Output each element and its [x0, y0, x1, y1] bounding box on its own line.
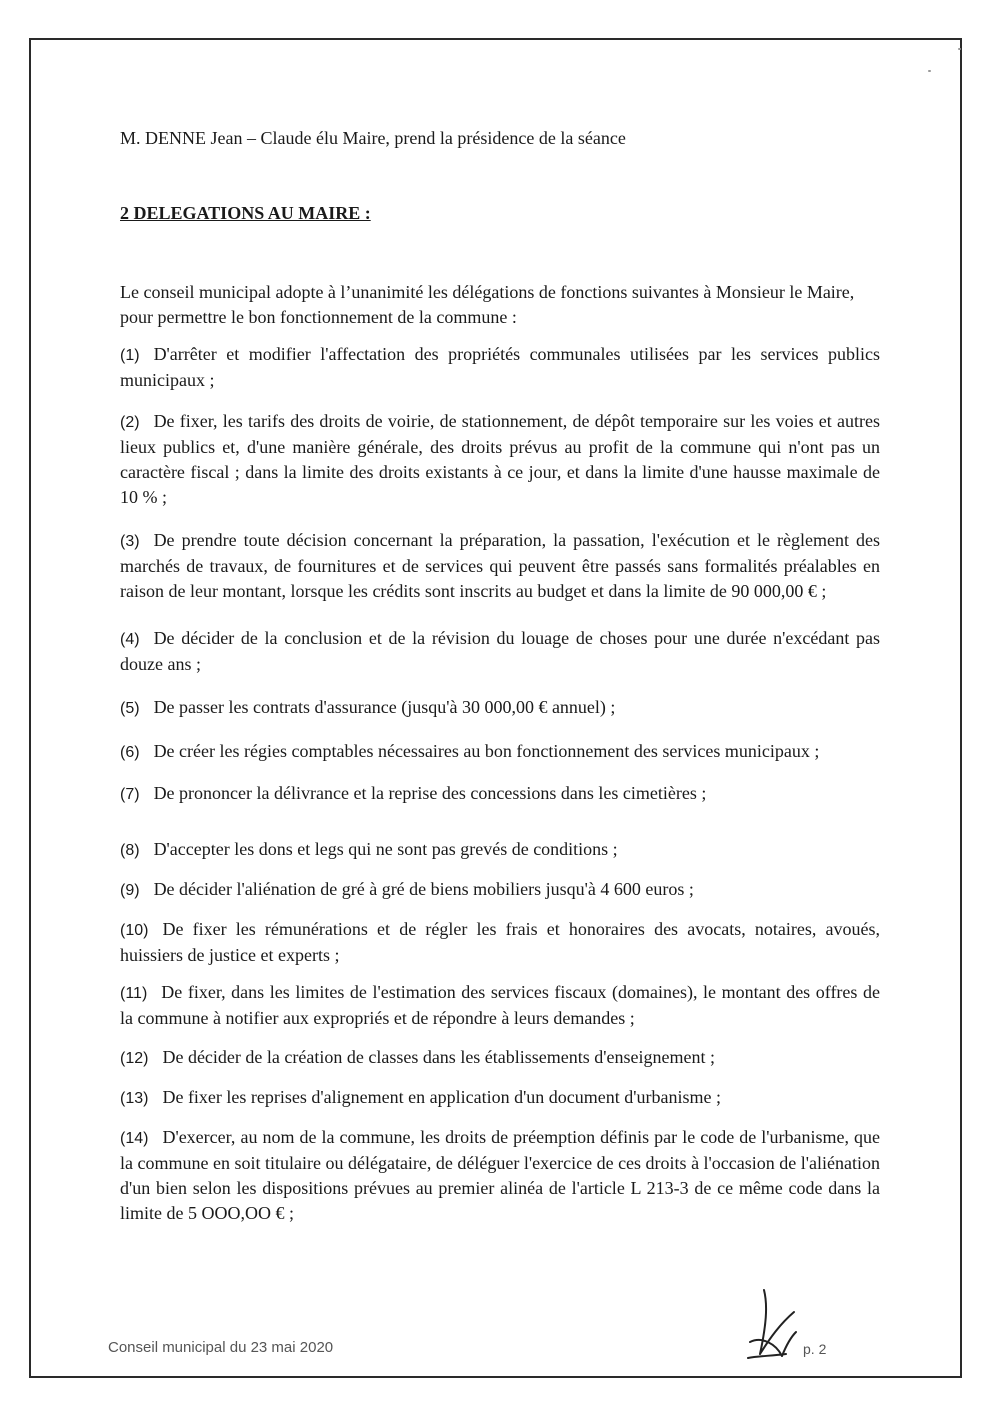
presidence-line: M. DENNE Jean – Claude élu Maire, prend la présidence de la séance — [120, 128, 626, 148]
item-text: De prononcer la délivrance et la reprise des concessions dans les cimetières ; — [153, 783, 707, 803]
delegation-item — [120, 528, 880, 604]
intro-paragraph: Le conseil municipal adopte à l’unanimité les délégations de fonctions suivantes à Monsieur le Maire, pour permettre le bon fonctionnement de la commune : — [120, 282, 855, 327]
delegation-item — [120, 1085, 880, 1111]
delegation-item — [120, 917, 880, 968]
item-number: (8) — [120, 842, 140, 859]
item-number: (12) — [120, 1050, 149, 1067]
delegation-item — [120, 1045, 880, 1071]
delegation-item — [120, 695, 880, 721]
item-number: (11) — [120, 985, 148, 1002]
item-number: (7) — [120, 786, 140, 803]
delegation-item — [120, 1125, 880, 1226]
delegation-item — [120, 739, 880, 765]
delegations-list — [120, 342, 880, 1226]
delegation-item — [120, 626, 880, 677]
item-text: D'exercer, au nom de la commune, les droits de préemption définis par le code de l'urbanisme, que la commune en soit titulaire ou délégataire, de déléguer l'exercice de ces droits à l'occasion de l'aliénation d'un bien selon les dispositions prévues au premier alinéa de l'article L 213-3 de ce même code dans la limite de 5 OOO,OO € ; — [120, 1127, 880, 1223]
item-number: (13) — [120, 1090, 149, 1107]
item-number: (5) — [120, 700, 140, 717]
item-number: (14) — [120, 1130, 149, 1147]
item-number: (3) — [120, 533, 140, 550]
delegation-item — [120, 877, 880, 903]
handwritten-signature-icon — [742, 1286, 802, 1362]
item-text: De fixer, les tarifs des droits de voirie, de stationnement, de dépôt temporaire sur les voies et autres lieux publics et, d'une manière générale, des droits prévus au profit de la commune qui n'ont pas un caractère fiscal ; dans la limite des droits existants à ce jour, et dans la limite d'une hausse maximale de 10 % ; — [120, 411, 880, 507]
scan-speck — [958, 48, 961, 50]
item-number: (6) — [120, 744, 140, 761]
item-number: (9) — [120, 882, 140, 899]
delegation-item — [120, 781, 880, 807]
item-text: De passer les contrats d'assurance (jusqu'à 30 000,00 € annuel) ; — [153, 697, 616, 717]
item-text: De prendre toute décision concernant la préparation, la passation, l'exécution et le règlement des marchés de travaux, de fournitures et de services qui peuvent être passés sans formalités préalables en raison de leur montant, lorsque les crédits sont inscrits au budget et dans la limite de 90 000,00 € ; — [120, 530, 880, 601]
item-text: De fixer, dans les limites de l'estimation des services fiscaux (domaines), le montant des offres de la commune à notifier aux expropriés et de répondre à leurs demandes ; — [120, 982, 880, 1028]
section-title: 2 DELEGATIONS AU MAIRE : — [120, 203, 371, 223]
scan-speck — [928, 70, 931, 72]
item-number: (1) — [120, 347, 140, 364]
item-number: (10) — [120, 922, 149, 939]
item-text: D'accepter les dons et legs qui ne sont pas grevés de conditions ; — [153, 839, 618, 859]
delegation-item — [120, 409, 880, 510]
item-number: (2) — [120, 414, 140, 431]
delegation-item — [120, 837, 880, 863]
item-text: De créer les régies comptables nécessaires au bon fonctionnement des services municipaux ; — [153, 741, 820, 761]
footer-page-number: p. 2 — [803, 1341, 827, 1357]
item-text: De décider de la création de classes dans les établissements d'enseignement ; — [162, 1047, 715, 1067]
footer-meeting-date: Conseil municipal du 23 mai 2020 — [108, 1339, 334, 1356]
delegation-item — [120, 980, 880, 1031]
item-text: De fixer les reprises d'alignement en application d'un document d'urbanisme ; — [162, 1087, 722, 1107]
item-text: De décider de la conclusion et de la révision du louage de choses pour une durée n'excédant pas douze ans ; — [120, 628, 880, 674]
item-text: D'arrêter et modifier l'affectation des propriétés communales utilisées par les services publics municipaux ; — [120, 344, 880, 390]
item-text: De fixer les rémunérations et de régler les frais et honoraires des avocats, notaires, avoués, huissiers de justice et experts ; — [120, 919, 880, 965]
delegation-item — [120, 342, 880, 393]
item-text: De décider l'aliénation de gré à gré de biens mobiliers jusqu'à 4 600 euros ; — [153, 879, 694, 899]
item-number: (4) — [120, 631, 140, 648]
